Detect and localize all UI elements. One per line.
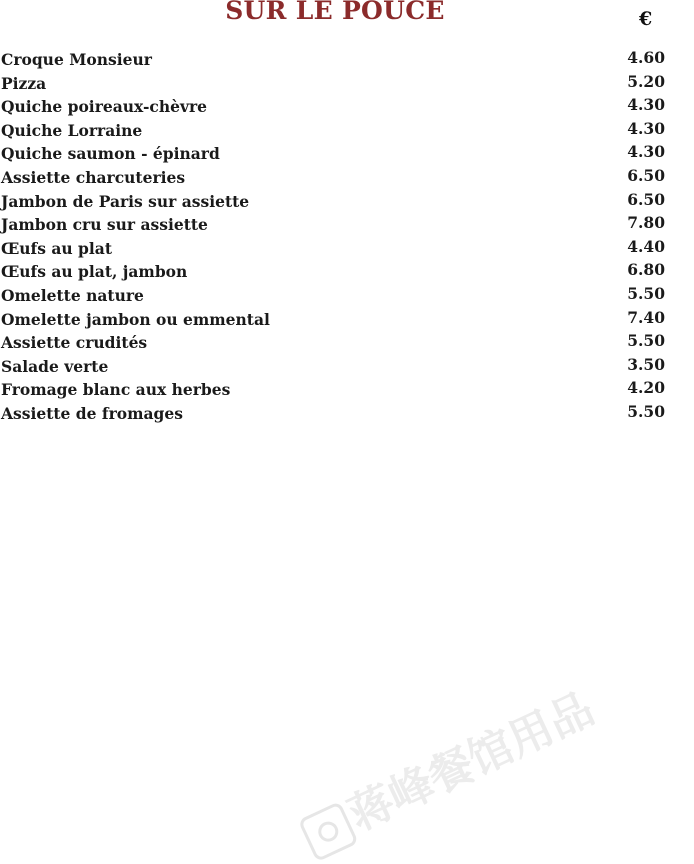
menu-row xyxy=(1,97,665,121)
menu-row xyxy=(1,50,665,74)
menu-row xyxy=(1,283,665,310)
item-name: Jambon de Paris sur assiette xyxy=(1,191,250,211)
item-name: Assiette charcuteries xyxy=(1,167,186,187)
menu-row xyxy=(1,189,665,216)
item-name: Quiche Lorraine xyxy=(1,120,143,140)
item-price: 5.50 xyxy=(627,401,665,421)
item-name: Quiche poireaux-chèvre xyxy=(1,97,208,117)
item-name: Assiette crudités xyxy=(1,333,148,353)
item-price: 6.80 xyxy=(627,260,665,280)
menu-list xyxy=(1,50,665,428)
item-price: 4.30 xyxy=(627,118,665,138)
menu-row xyxy=(1,144,665,168)
item-price: 6.50 xyxy=(627,189,665,209)
item-price: 4.30 xyxy=(627,95,665,115)
item-price: 5.20 xyxy=(627,71,665,91)
item-name: Jambon cru sur assiette xyxy=(1,215,208,235)
item-name: Croque Monsieur xyxy=(1,50,152,69)
item-price: 7.40 xyxy=(627,307,665,327)
menu-row xyxy=(1,380,665,404)
menu-row xyxy=(1,401,665,428)
menu-row xyxy=(1,71,665,98)
item-name: Fromage blanc aux herbes xyxy=(1,380,231,400)
menu-row xyxy=(1,215,665,239)
watermark-text: 蒋峰餐馆用品 xyxy=(340,683,602,842)
menu-row xyxy=(1,307,665,334)
item-name: Omelette nature xyxy=(1,285,144,305)
item-price: 4.20 xyxy=(627,378,665,398)
watermark xyxy=(291,673,603,864)
item-name: Omelette jambon ou emmental xyxy=(1,309,270,329)
item-price: 3.50 xyxy=(627,354,665,374)
item-price: 5.50 xyxy=(627,283,665,303)
item-price: 4.40 xyxy=(627,236,665,256)
item-name: Salade verte xyxy=(1,356,109,376)
item-name: Quiche saumon - épinard xyxy=(1,144,220,164)
menu-row xyxy=(1,118,665,145)
item-name: Assiette de fromages xyxy=(1,403,183,423)
item-name: Œufs au plat, jambon xyxy=(1,262,188,282)
item-price: 5.50 xyxy=(627,331,665,351)
item-price: 4.30 xyxy=(627,142,665,162)
menu-row xyxy=(1,354,665,381)
item-price: 4.60 xyxy=(627,48,665,67)
menu-row xyxy=(1,236,665,263)
menu-row xyxy=(1,165,665,192)
item-price: 6.50 xyxy=(627,165,665,185)
menu-row xyxy=(1,262,665,286)
item-name: Œufs au plat xyxy=(1,238,112,258)
item-price: 7.80 xyxy=(627,213,665,233)
menu-title: SUR LE POUCE xyxy=(225,0,445,25)
item-name: Pizza xyxy=(1,73,47,93)
currency-symbol: € xyxy=(639,8,653,30)
menu-row xyxy=(1,333,665,357)
